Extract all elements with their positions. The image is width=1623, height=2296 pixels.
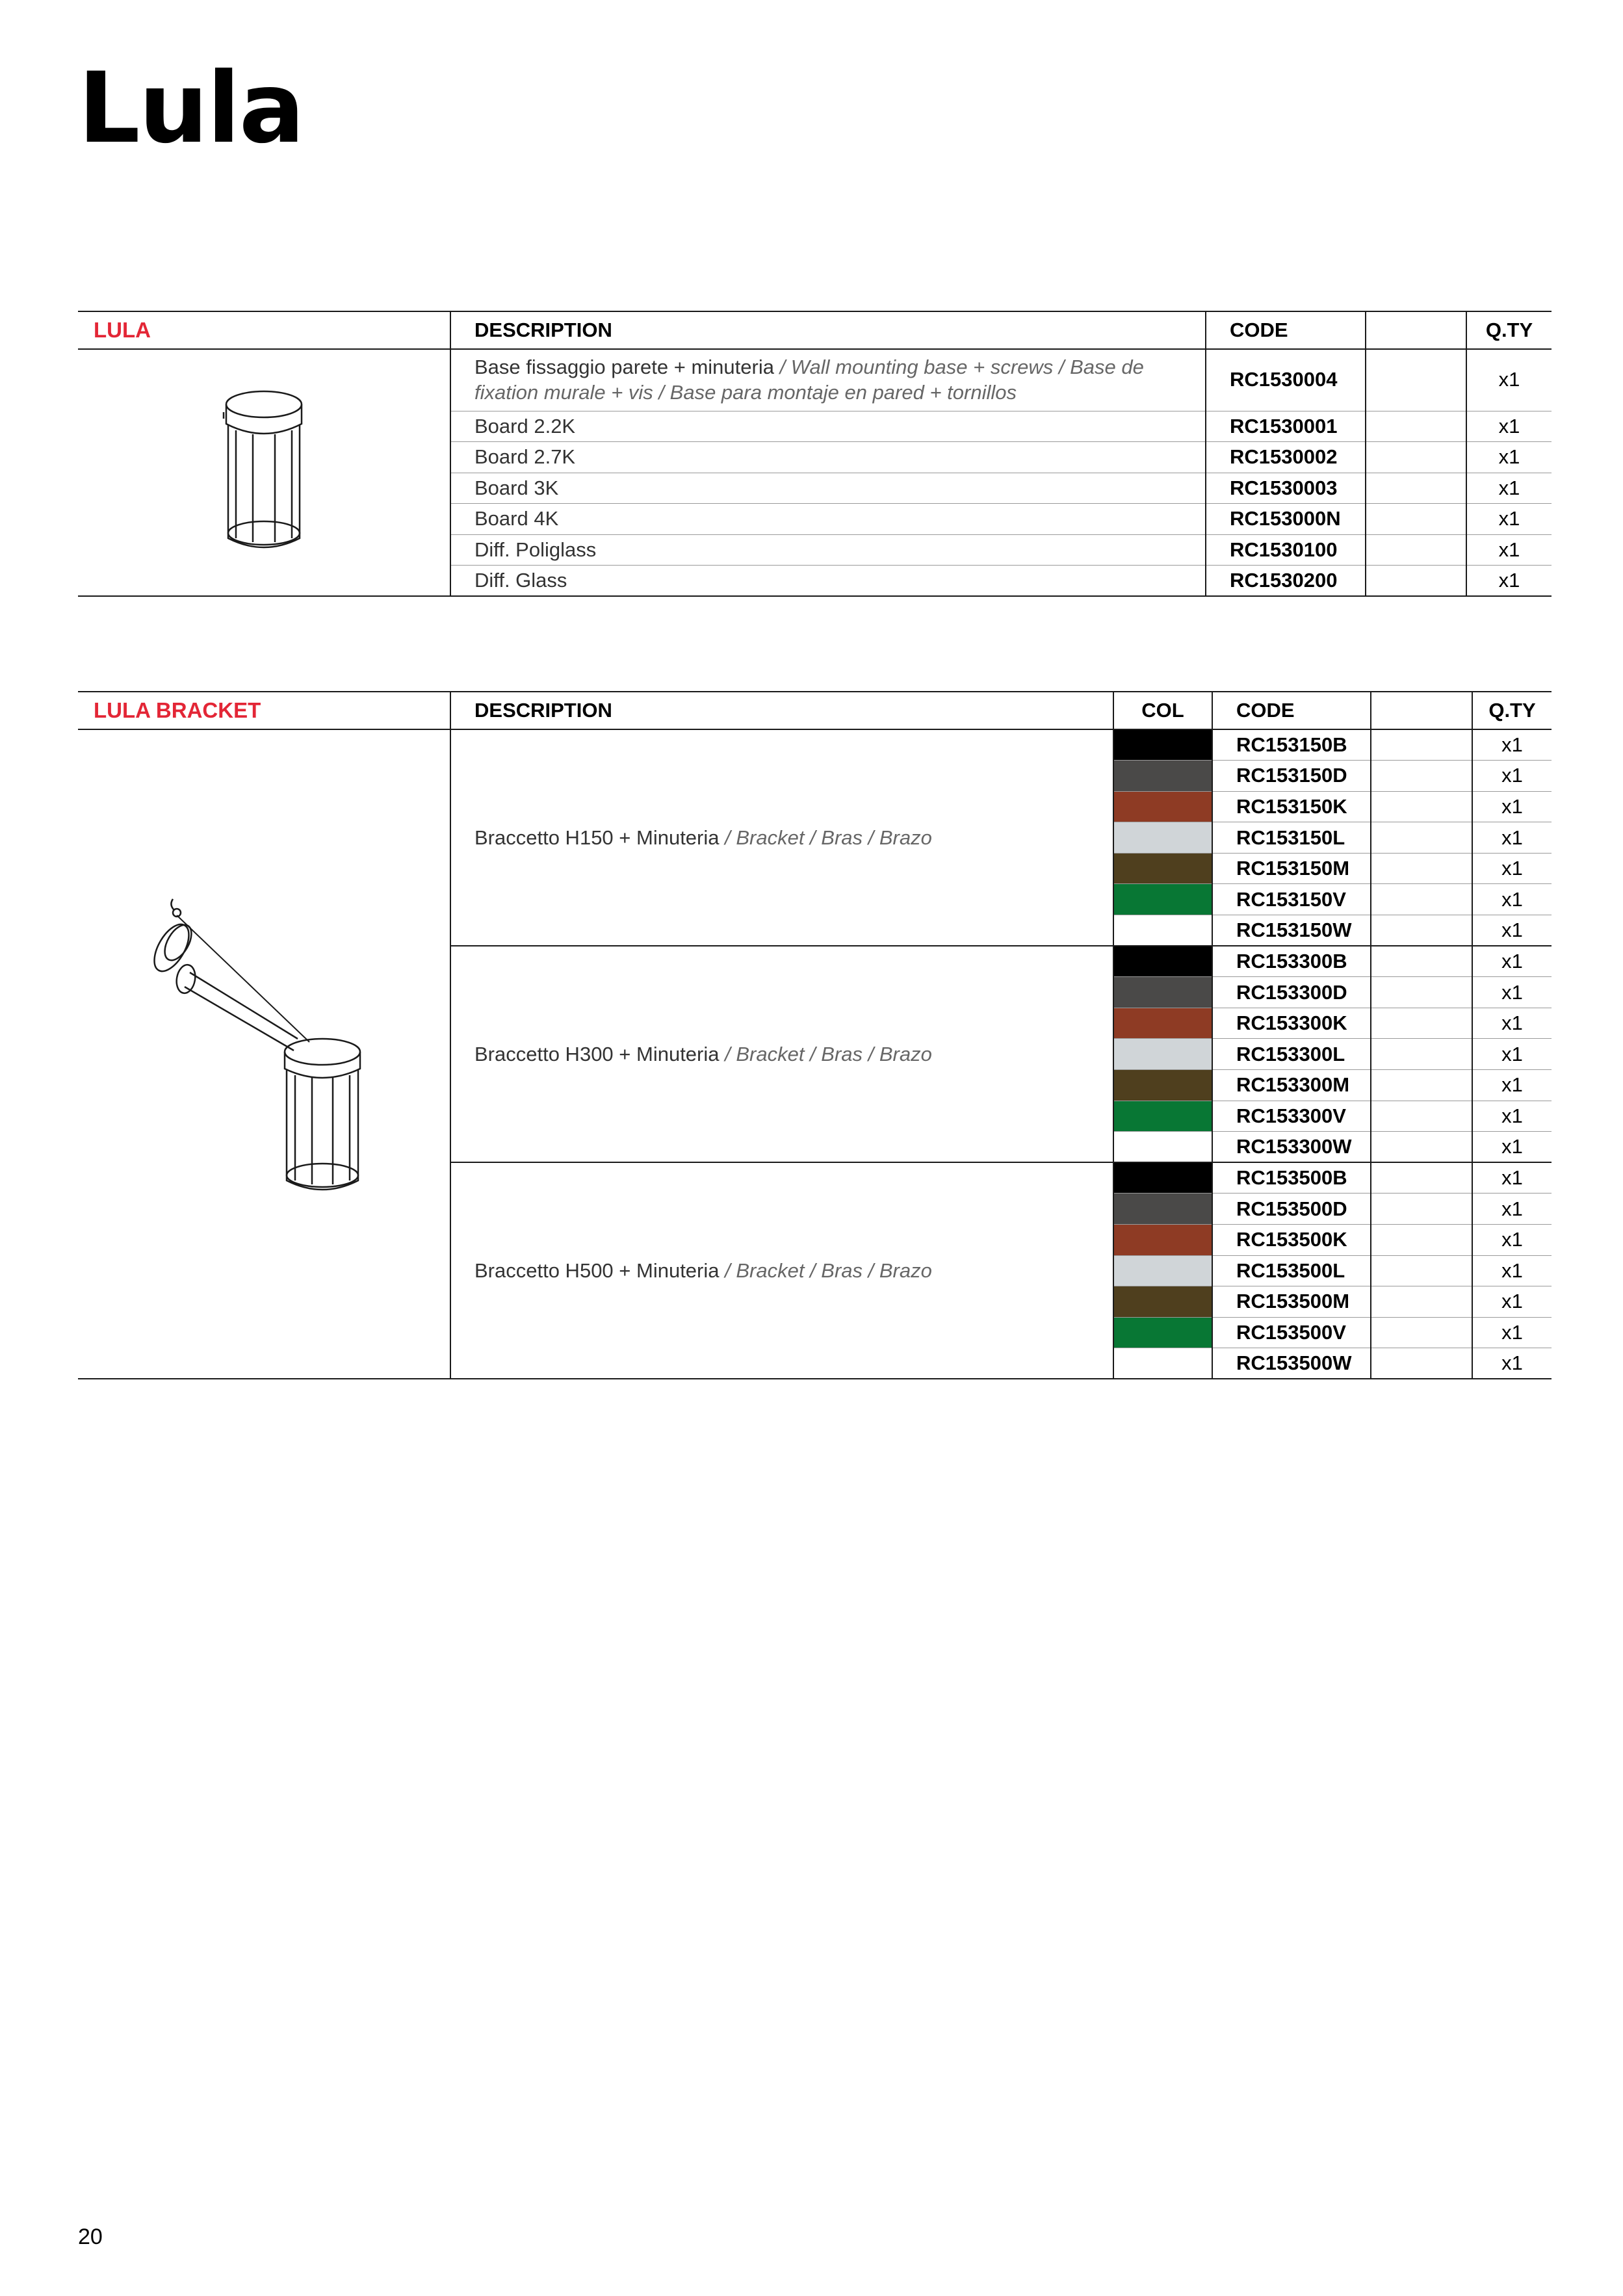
color-swatch xyxy=(1113,884,1212,915)
row-code: RC153150V xyxy=(1212,884,1371,915)
row-qty: x1 xyxy=(1472,729,1552,761)
row-description xyxy=(450,504,1206,535)
row-code: RC153150L xyxy=(1212,822,1371,854)
row-code: RC153150D xyxy=(1212,761,1371,792)
row-code: RC153150M xyxy=(1212,853,1371,884)
row-code: RC153150K xyxy=(1212,791,1371,822)
color-swatch xyxy=(1113,1317,1212,1348)
description-translation: / Wall mounting base + screws / Base de fixation murale + vis / Base para montaje en pared + tornillos xyxy=(474,356,1144,404)
color-swatch xyxy=(1113,822,1212,854)
row-qty: x1 xyxy=(1472,1317,1552,1348)
row-description xyxy=(450,566,1206,597)
row-blank xyxy=(1371,1255,1472,1286)
page-title: Lula xyxy=(78,52,304,165)
row-blank xyxy=(1371,1101,1472,1132)
color-swatch xyxy=(1113,1286,1212,1318)
row-qty: x1 xyxy=(1472,1348,1552,1379)
qty-header: Q.TY xyxy=(1466,311,1552,349)
row-blank xyxy=(1366,473,1466,504)
row-code: RC1530004 xyxy=(1206,349,1366,411)
color-swatch xyxy=(1113,761,1212,792)
bracket-lamp-drawing-icon xyxy=(147,896,381,1208)
color-swatch xyxy=(1113,1194,1212,1225)
row-qty: x1 xyxy=(1472,1132,1552,1163)
row-code: RC153000N xyxy=(1206,504,1366,535)
row-code: RC153300D xyxy=(1212,977,1371,1008)
color-swatch xyxy=(1113,946,1212,977)
color-swatch xyxy=(1113,1039,1212,1070)
row-qty: x1 xyxy=(1472,761,1552,792)
description-header: DESCRIPTION xyxy=(450,692,1113,729)
row-blank xyxy=(1371,884,1472,915)
row-code: RC153300L xyxy=(1212,1039,1371,1070)
row-qty: x1 xyxy=(1472,1101,1552,1132)
product-name: LULA BRACKET xyxy=(78,692,450,729)
row-blank xyxy=(1371,1317,1472,1348)
row-qty: x1 xyxy=(1472,1070,1552,1101)
row-code: RC153300M xyxy=(1212,1070,1371,1101)
color-swatch xyxy=(1113,1162,1212,1194)
row-blank xyxy=(1366,349,1466,411)
color-swatch xyxy=(1113,1225,1212,1256)
row-code: RC153300V xyxy=(1212,1101,1371,1132)
row-code: RC1530001 xyxy=(1206,411,1366,442)
row-blank xyxy=(1366,442,1466,473)
lamp-drawing-icon xyxy=(222,385,306,554)
code-header: CODE xyxy=(1212,692,1371,729)
row-description xyxy=(450,442,1206,473)
row-blank xyxy=(1371,729,1472,761)
color-swatch xyxy=(1113,1101,1212,1132)
row-code: RC1530200 xyxy=(1206,566,1366,597)
row-qty: x1 xyxy=(1466,473,1552,504)
color-swatch xyxy=(1113,729,1212,761)
row-blank xyxy=(1371,1286,1472,1318)
row-qty: x1 xyxy=(1466,566,1552,597)
row-qty: x1 xyxy=(1472,791,1552,822)
description-text: Base fissaggio parete + minuteria xyxy=(474,356,774,378)
row-code: RC153500D xyxy=(1212,1194,1371,1225)
row-qty: x1 xyxy=(1472,1225,1552,1256)
color-header: COL xyxy=(1113,692,1212,729)
row-blank xyxy=(1371,1132,1472,1163)
row-code: RC153500B xyxy=(1212,1162,1371,1194)
description-header: DESCRIPTION xyxy=(450,311,1206,349)
description-text: Board 2.2K xyxy=(474,414,576,437)
row-code: RC153300W xyxy=(1212,1132,1371,1163)
color-swatch xyxy=(1113,1348,1212,1379)
row-blank xyxy=(1371,946,1472,977)
row-blank xyxy=(1371,822,1472,854)
product-name: LULA xyxy=(78,311,450,349)
row-qty: x1 xyxy=(1472,822,1552,854)
code-header: CODE xyxy=(1206,311,1366,349)
qty-header: Q.TY xyxy=(1472,692,1552,729)
row-qty: x1 xyxy=(1472,1162,1552,1194)
row-qty: x1 xyxy=(1472,915,1552,946)
row-qty: x1 xyxy=(1466,504,1552,535)
row-blank xyxy=(1371,1070,1472,1101)
color-swatch xyxy=(1113,1255,1212,1286)
row-qty: x1 xyxy=(1472,1255,1552,1286)
description-translation: / Bracket / Bras / Brazo xyxy=(719,1259,932,1282)
table-row xyxy=(78,349,1552,411)
row-code: RC1530100 xyxy=(1206,534,1366,566)
row-code: RC153300B xyxy=(1212,946,1371,977)
table-row xyxy=(78,729,1552,761)
lula-parts-table xyxy=(78,311,1552,597)
table-header xyxy=(78,692,1552,729)
description-translation: / Bracket / Bras / Brazo xyxy=(719,1042,932,1065)
group-description xyxy=(450,729,1113,946)
table-header xyxy=(78,311,1552,349)
group-description xyxy=(450,1162,1113,1379)
row-qty: x1 xyxy=(1466,411,1552,442)
description-text: Braccetto H500 + Minuteria xyxy=(474,1259,720,1282)
row-code: RC153500L xyxy=(1212,1255,1371,1286)
row-qty: x1 xyxy=(1472,1286,1552,1318)
description-translation: / Bracket / Bras / Brazo xyxy=(719,826,932,849)
row-blank xyxy=(1366,566,1466,597)
row-blank xyxy=(1371,1162,1472,1194)
row-blank xyxy=(1371,791,1472,822)
row-qty: x1 xyxy=(1472,1194,1552,1225)
row-code: RC153500K xyxy=(1212,1225,1371,1256)
row-blank xyxy=(1371,977,1472,1008)
row-description xyxy=(450,473,1206,504)
row-blank xyxy=(1371,1348,1472,1379)
row-blank xyxy=(1366,534,1466,566)
description-text: Diff. Poliglass xyxy=(474,538,597,561)
row-qty: x1 xyxy=(1472,1008,1552,1039)
row-qty: x1 xyxy=(1466,349,1552,411)
row-qty: x1 xyxy=(1466,534,1552,566)
color-swatch xyxy=(1113,1132,1212,1163)
description-text: Braccetto H150 + Minuteria xyxy=(474,826,720,849)
group-description xyxy=(450,946,1113,1162)
description-text: Board 4K xyxy=(474,507,559,530)
row-code: RC153150W xyxy=(1212,915,1371,946)
row-qty: x1 xyxy=(1472,977,1552,1008)
row-code: RC153300K xyxy=(1212,1008,1371,1039)
row-blank xyxy=(1371,1039,1472,1070)
row-code: RC1530002 xyxy=(1206,442,1366,473)
row-code: RC153500W xyxy=(1212,1348,1371,1379)
color-swatch xyxy=(1113,853,1212,884)
row-code: RC153500M xyxy=(1212,1286,1371,1318)
description-text: Diff. Glass xyxy=(474,569,567,592)
color-swatch xyxy=(1113,1070,1212,1101)
row-blank xyxy=(1371,915,1472,946)
row-description xyxy=(450,411,1206,442)
blank-header xyxy=(1371,692,1472,729)
row-blank xyxy=(1371,1008,1472,1039)
row-code: RC153500V xyxy=(1212,1317,1371,1348)
row-code: RC153150B xyxy=(1212,729,1371,761)
row-blank xyxy=(1366,411,1466,442)
description-text: Board 2.7K xyxy=(474,445,576,469)
row-blank xyxy=(1371,1225,1472,1256)
lula-bracket-table xyxy=(78,691,1552,1379)
row-description xyxy=(450,349,1206,411)
row-qty: x1 xyxy=(1472,884,1552,915)
row-blank xyxy=(1371,853,1472,884)
row-blank xyxy=(1366,504,1466,535)
product-image xyxy=(78,349,450,596)
row-qty: x1 xyxy=(1472,853,1552,884)
color-swatch xyxy=(1113,1008,1212,1039)
color-swatch xyxy=(1113,915,1212,946)
row-code: RC1530003 xyxy=(1206,473,1366,504)
row-qty: x1 xyxy=(1472,946,1552,977)
row-description xyxy=(450,534,1206,566)
blank-header xyxy=(1366,311,1466,349)
row-blank xyxy=(1371,1194,1472,1225)
page-number: 20 xyxy=(78,2224,103,2249)
color-swatch xyxy=(1113,791,1212,822)
row-qty: x1 xyxy=(1466,442,1552,473)
product-image xyxy=(78,729,450,1379)
description-text: Braccetto H300 + Minuteria xyxy=(474,1042,720,1065)
color-swatch xyxy=(1113,977,1212,1008)
row-blank xyxy=(1371,761,1472,792)
description-text: Board 3K xyxy=(474,476,559,499)
row-qty: x1 xyxy=(1472,1039,1552,1070)
